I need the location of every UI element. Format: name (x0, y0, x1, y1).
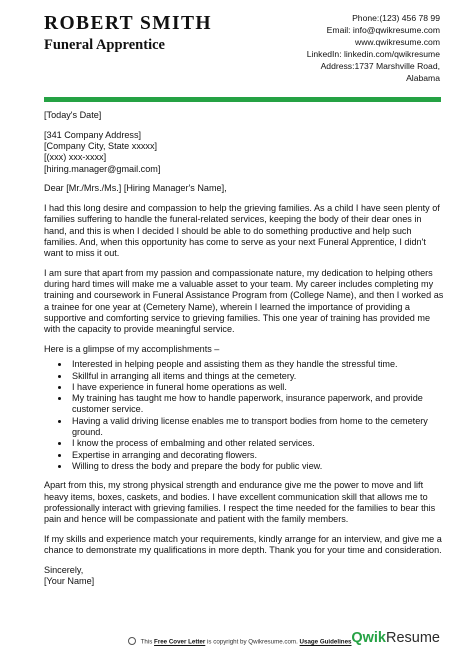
footer-prefix: This (140, 638, 153, 646)
list-item: • Willing to dress the body and prepare the body for public view. (70, 461, 444, 472)
accent-divider (44, 97, 441, 102)
accomplishments-intro: Here is a glimpse of my accomplishments – (44, 344, 220, 354)
contact-linkedin: LinkedIn: linkedin.com/qwikresume (306, 49, 440, 59)
paragraph-intro: I had this long desire and compassion to help the grieving families. As a child I have seen plenty of families suffering to handle the funeral-related services, keeping the body of their dear ones in hand, and this is when I decided I should be able to do something productive and help such families. And, when this opportunity has come to serve as your next Funeral Apprentice, I didn't want to miss it out. (44, 202, 440, 259)
paragraph-strengths: Apart from this, my strong physical strength and endurance give me the power to move and lift heavy items, boxes, caskets, and bodies. I have excellent communication skill that allows me to professionally interact with grieving families. I respect the time needed for the families to bear this pain and hence will be compassionate and patient with the family members. (44, 480, 436, 525)
list-item: • Having a valid driving license enables me to transport bodies from home to the cemetery ground. (70, 416, 444, 439)
free-cover-letter-link[interactable]: Free Cover Letter (154, 638, 206, 646)
contact-address-state: Alabama (406, 73, 440, 83)
contact-block (307, 12, 440, 84)
signature: [Your Name] (44, 576, 95, 587)
footer-middle: is copyright by Qwikresume.com. (207, 638, 298, 646)
footer-copyright (128, 638, 351, 646)
letter-date: [Today's Date] (44, 110, 102, 120)
list-item: • Expertise in arranging and decorating flowers. (70, 450, 444, 461)
recipient-address (44, 130, 444, 175)
list-item: • I know the process of embalming and other related services. (70, 438, 444, 449)
paragraph-closing: If my skills and experience match your requirements, kindly arrange for an interview, and give me a chance to demonstrate my qualifications in more depth. Thank you for your time and consideration. (44, 533, 442, 556)
applicant-name: ROBERT SMITH (44, 13, 213, 34)
address-line: [hiring.manager@gmail.com] (44, 163, 161, 174)
logo-qwik: Qwik (351, 630, 386, 646)
usage-guidelines-link[interactable]: Usage Guidelines (299, 638, 352, 646)
contact-email: Email: info@qwikresume.com (326, 25, 440, 35)
salutation: Dear [Mr./Mrs./Ms.] [Hiring Manager's Name], (44, 183, 227, 194)
logo-resume: Resume (386, 630, 440, 646)
list-item: • Skillful in arranging all items and things at the cemetery. (70, 371, 444, 382)
qwikresume-logo[interactable] (351, 630, 440, 646)
address-line: [Company City, State xxxxx] (44, 140, 158, 151)
letter-body (44, 110, 444, 587)
job-title: Funeral Apprentice (44, 37, 165, 53)
accomplishments-list (44, 359, 444, 472)
contact-address: Address:1737 Marshville Road, (320, 61, 440, 71)
list-item: • I have experience in funeral home operations as well. (70, 382, 444, 393)
address-line: [(xxx) xxx-xxxx] (44, 152, 107, 163)
copyright-icon (128, 637, 136, 645)
contact-phone: Phone:(123) 456 78 99 (352, 13, 440, 23)
address-line: [341 Company Address] (44, 129, 142, 140)
list-item: • Interested in helping people and assisting them as they handle the stressful time. (70, 359, 444, 370)
contact-website: www.qwikresume.com (354, 37, 440, 47)
list-item: • My training has taught me how to handle paperwork, insurance paperwork, and provide customer service. (70, 393, 444, 416)
paragraph-experience: I am sure that apart from my passion and compassionate nature, my dedication to helping others during hard times will make me a valuable asset to your team. My career includes completing my training and coursework in Funeral Assistance Program from (College Name), and then I worked as a trainee for one year at (Cemetery Name), wherein I learned the importance of providing a supportive and comforting service to grieving families. This one year of training has provided me with the capacity to provide meaningful service. (44, 267, 444, 335)
closing: Sincerely, (44, 564, 84, 575)
